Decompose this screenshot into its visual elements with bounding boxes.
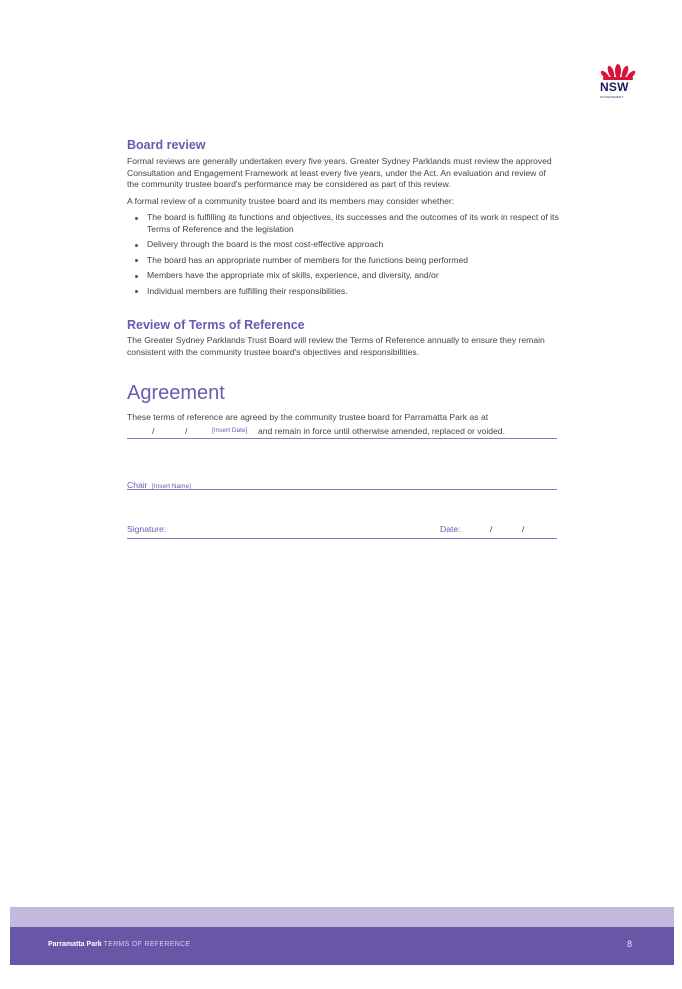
chair-label: Chair <box>127 480 148 490</box>
signature-date-label: Date: <box>440 524 461 534</box>
review-criteria-list <box>127 212 559 297</box>
page-footer <box>10 927 674 965</box>
footer-doc-name: TERMS OF REFERENCE <box>103 941 191 948</box>
date-slash: / <box>185 426 188 436</box>
footer-accent-band <box>10 907 674 927</box>
review-tor-heading: Review of Terms of Reference <box>127 318 305 332</box>
list-item: Delivery through the board is the most cost-effective approach <box>147 239 559 251</box>
board-review-heading: Board review <box>127 138 206 152</box>
page-number: 8 <box>627 939 633 949</box>
nsw-logo-text: NSW <box>600 80 629 94</box>
date-slash: / <box>490 524 493 534</box>
footer-park-name: Parramatta Park <box>48 941 102 948</box>
signature-label: Signature: <box>127 524 167 534</box>
date-slash: / <box>152 426 155 436</box>
nsw-logo-subtext: GOVERNMENT <box>600 95 624 99</box>
signature-field[interactable] <box>127 524 557 539</box>
board-review-para1: Formal reviews are generally undertaken every five years. Greater Sydney Parklands must review the approved Consultation and Engagement Framework at least every five years, under the Act. An evaluation and review of the community trustee board's performance may be considered as part of this review. <box>127 156 552 189</box>
agreement-date-field[interactable] <box>127 424 557 439</box>
date-placeholder: [Insert Date] <box>212 427 248 434</box>
board-review-para2: A formal review of a community trustee board and its members may consider whether: <box>127 195 455 206</box>
board-review-section <box>127 137 559 301</box>
review-tor-section <box>127 317 559 358</box>
review-tor-para: The Greater Sydney Parklands Trust Board will review the Terms of Reference annually to ensure they remain consistent with the community trustee board's objectives and responsibilities. <box>127 335 545 357</box>
waratah-icon <box>598 62 638 82</box>
footer-title <box>48 941 190 948</box>
date-slash: / <box>522 524 525 534</box>
agreement-para: These terms of reference are agreed by the community trustee board for Parramatta Park as at <box>127 412 489 422</box>
agreement-heading: Agreement <box>127 382 225 404</box>
list-item: The board has an appropriate number of members for the functions being performed <box>147 255 559 267</box>
chair-name-field[interactable] <box>127 475 557 490</box>
chair-placeholder: [Insert Name] <box>152 483 192 490</box>
agreement-section <box>127 381 559 424</box>
list-item: Individual members are fulfilling their responsibilities. <box>147 286 559 298</box>
list-item: The board is fulfilling its functions and objectives, its successes and the outcomes of its work in respect of its Terms of Reference and the legislation <box>147 212 559 234</box>
list-item: Members have the appropriate mix of skills, experience, and diversity, and/or <box>147 270 559 282</box>
date-suffix-text: and remain in force until otherwise amended, replaced or voided. <box>258 426 505 436</box>
